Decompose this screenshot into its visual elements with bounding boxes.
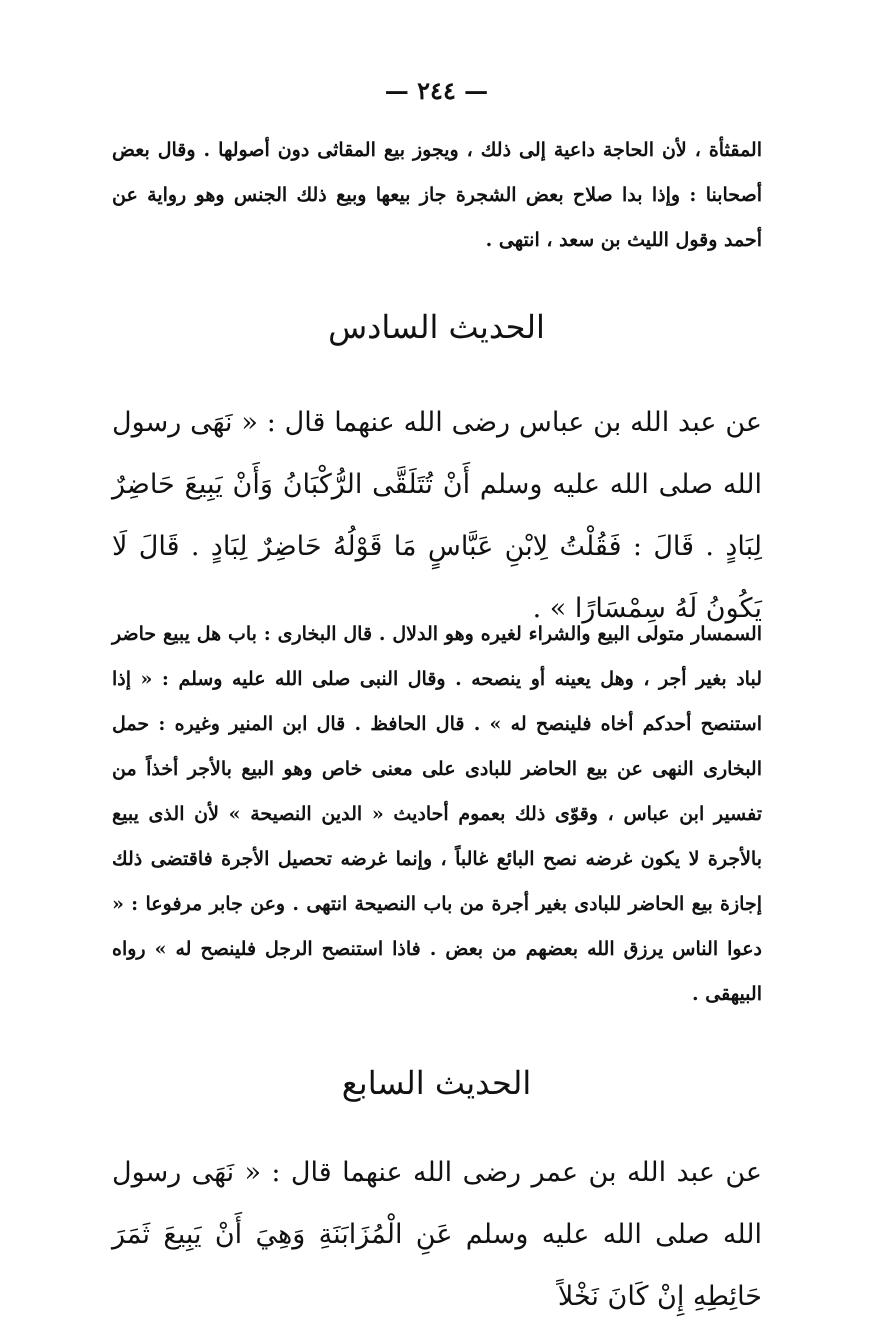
continuation-paragraph: المقثأة ، لأن الحاجة داعية إلى ذلك ، ويجوز بيع المقاثى دون أصولها . وقال بعض أصحابنا : وإذا بدا صلاح بعض الشجرة جاز بيعها وبيع ذلك الجنس وهو رواية عن أحمد وقول الليث بن سعد ، انتهى . bbox=[112, 139, 762, 251]
hadith-6-title: الحديث السادس bbox=[328, 308, 545, 346]
hadith-6-text: عن عبد الله بن عباس رضى الله عنهما قال : « نَهَى رسول الله صلى الله عليه وسلم أَنْ تُتَلَقَّى الرُّكْبَانُ وَأَنْ يَبِيعَ حَاضِرٌ لِبَادٍ . قَالَ : فَقُلْتُ لِابْنِ عَبَّاسٍ مَا قَوْلُهُ حَاضِرٌ لِبَادٍ . قَالَ لَا يَكُونُ لَهُ سِمْسَارًا » . bbox=[112, 407, 762, 624]
hadith-7-text: عن عبد الله بن عمر رضى الله عنهما قال : « نَهَى رسول الله صلى الله عليه وسلم عَنِ الْمُزَابَنَةِ وَهِيَ أَنْ يَبِيعَ ثَمَرَ حَائِطِهِ إِنْ كَانَ نَخْلاً bbox=[112, 1157, 762, 1312]
hadith-7-title: الحديث السابع bbox=[341, 1064, 532, 1102]
page-number: — ٢٤٤ — bbox=[384, 76, 489, 105]
hadith-6-commentary: السمسار متولى البيع والشراء لغيره وهو الدلال . قال البخارى : باب هل يبيع حاضر لباد بغير أجر ، وهل يعينه أو ينصحه . وقال النبى صلى الله عليه وسلم : « إذا استنصح أحدكم أخاه فلينصح له » . قال الحافظ . قال ابن المنير وغيره : حمل البخارى النهى عن بيع الحاضر للبادى على معنى خاص وهو البيع بالأجر أخذاً من تفسير ابن عباس ، وقوّى ذلك بعموم أحاديث « الدين النصيحة » لأن الذى يبيع بالأجرة لا يكون غرضه نصح البائع غالباً ، وإنما غرضه تحصيل الأجرة فاقتضى ذلك إجازة بيع الحاضر للبادى بغير أجرة من باب النصيحة انتهى . وعن جابر مرفوعا : « دعوا الناس يرزق الله بعضهم من بعض . فاذا استنصح الرجل فلينصح له » رواه البيهقى . bbox=[112, 623, 762, 1005]
